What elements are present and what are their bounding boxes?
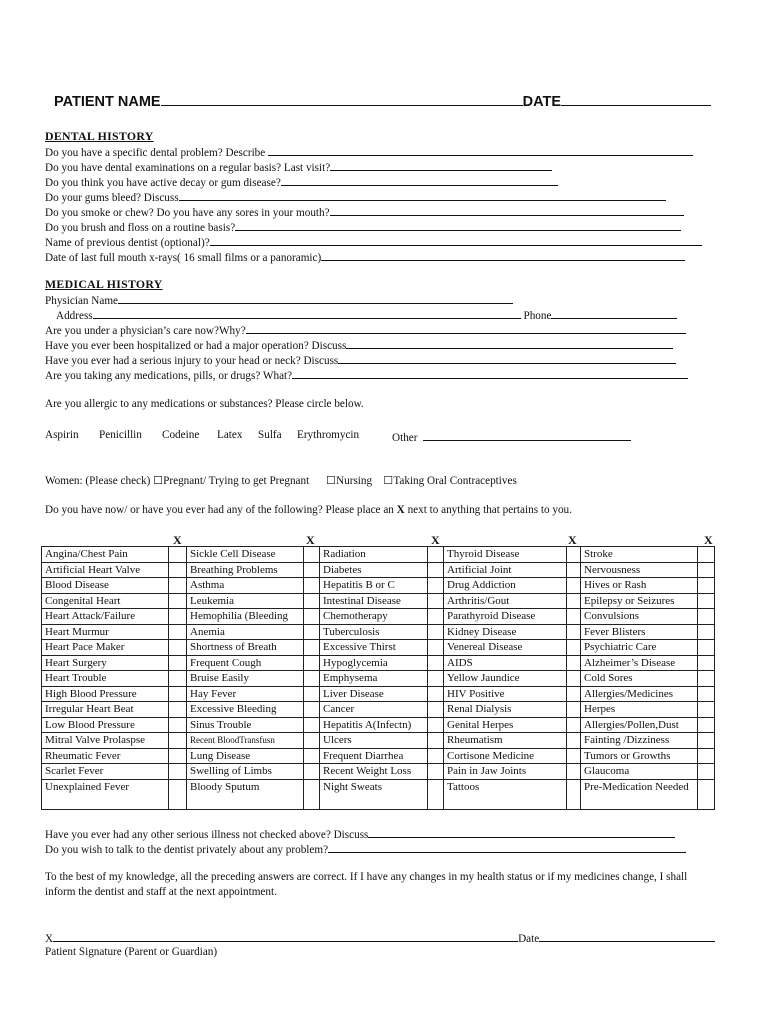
- dental-answer-4[interactable]: [179, 189, 666, 201]
- condition-label: Sinus Trouble: [187, 717, 304, 733]
- condition-label: Frequent Diarrhea: [320, 748, 428, 764]
- conditions-row: [42, 748, 715, 764]
- condition-check-box[interactable]: [698, 578, 715, 594]
- condition-label: Hypoglycemia: [320, 655, 428, 671]
- condition-check-box[interactable]: [428, 593, 444, 609]
- condition-label: Hepatitis B or C: [320, 578, 428, 594]
- conditions-row: [42, 562, 715, 578]
- dental-question-8: Date of last full mouth x-rays( 16 small films or a panoramic): [45, 249, 685, 264]
- condition-label: Convulsions: [581, 609, 698, 625]
- condition-label: Alzheimer’s Disease: [581, 655, 698, 671]
- condition-label: Angina/Chest Pain: [42, 547, 169, 563]
- dental-answer-7[interactable]: [210, 234, 702, 246]
- condition-label: Anemia: [187, 624, 304, 640]
- allergy-erythromycin[interactable]: Erythromycin: [297, 429, 360, 441]
- women-label: Women: (Please check): [45, 475, 151, 487]
- condition-label: Bloody Sputum: [187, 779, 304, 809]
- physician-name-field[interactable]: [118, 292, 513, 304]
- condition-check-box[interactable]: [304, 748, 320, 764]
- condition-check-box[interactable]: [169, 562, 187, 578]
- talk-privately-question: Do you wish to talk to the dentist privately about any problem?: [45, 841, 686, 856]
- condition-label: Recent Weight Loss: [320, 764, 428, 780]
- condition-label: Heart Attack/Failure: [42, 609, 169, 625]
- condition-label: Low Blood Pressure: [42, 717, 169, 733]
- conditions-row: [42, 655, 715, 671]
- nursing-label: Nursing: [336, 475, 373, 487]
- pregnant-label: Pregnant/ Trying to get Pregnant: [163, 475, 310, 487]
- condition-check-box[interactable]: [428, 702, 444, 718]
- allergy-other-field[interactable]: [423, 429, 631, 441]
- condition-check-box[interactable]: [567, 609, 581, 625]
- condition-label: Bruise Easily: [187, 671, 304, 687]
- condition-check-box[interactable]: [698, 748, 715, 764]
- condition-check-box[interactable]: [567, 733, 581, 749]
- condition-label: Thyroid Disease: [444, 547, 567, 563]
- condition-label: Hives or Rash: [581, 578, 698, 594]
- condition-label: Mitral Valve Prolaspse: [42, 733, 169, 749]
- condition-check-box[interactable]: [567, 640, 581, 656]
- condition-check-box[interactable]: [169, 624, 187, 640]
- condition-check-box[interactable]: [169, 686, 187, 702]
- condition-check-box[interactable]: [304, 609, 320, 625]
- conditions-row: [42, 779, 715, 809]
- condition-label: Rheumatism: [444, 733, 567, 749]
- condition-label: Nervousness: [581, 562, 698, 578]
- condition-check-box[interactable]: [698, 671, 715, 687]
- condition-label: Blood Disease: [42, 578, 169, 594]
- condition-label: Hay Fever: [187, 686, 304, 702]
- allergy-penicillin[interactable]: Penicillin: [99, 429, 142, 441]
- condition-check-box[interactable]: [304, 733, 320, 749]
- condition-label: Fever Blisters: [581, 624, 698, 640]
- condition-check-box[interactable]: [304, 640, 320, 656]
- condition-check-box[interactable]: [698, 609, 715, 625]
- signature-date-label: Date: [518, 933, 540, 945]
- condition-label: Drug Addiction: [444, 578, 567, 594]
- condition-label: Allergies/Pollen,Dust: [581, 717, 698, 733]
- conditions-row: [42, 764, 715, 780]
- condition-check-box[interactable]: [169, 640, 187, 656]
- condition-label: Cold Sores: [581, 671, 698, 687]
- condition-label: Unexplained Fever: [42, 779, 169, 809]
- condition-label: Allergies/Medicines: [581, 686, 698, 702]
- condition-label: Shortness of Breath: [187, 640, 304, 656]
- condition-check-box[interactable]: [304, 671, 320, 687]
- signature-row: X Date: [45, 930, 715, 945]
- dental-answer-6[interactable]: [235, 219, 681, 231]
- condition-check-box[interactable]: [169, 671, 187, 687]
- talk-privately-field[interactable]: [328, 841, 686, 853]
- condition-check-box[interactable]: [428, 578, 444, 594]
- condition-check-box[interactable]: [567, 671, 581, 687]
- signature-date-field[interactable]: [539, 930, 715, 942]
- condition-check-box[interactable]: [304, 702, 320, 718]
- condition-check-box[interactable]: [304, 593, 320, 609]
- condition-check-box[interactable]: [169, 578, 187, 594]
- conditions-row: [42, 593, 715, 609]
- condition-check-box[interactable]: [428, 671, 444, 687]
- condition-label: Cancer: [320, 702, 428, 718]
- condition-check-box[interactable]: [567, 686, 581, 702]
- allergy-sulfa[interactable]: Sulfa: [258, 429, 282, 441]
- condition-check-box[interactable]: [169, 779, 187, 809]
- condition-label: Psychiatric Care: [581, 640, 698, 656]
- condition-label: Stroke: [581, 547, 698, 563]
- condition-check-box[interactable]: [567, 578, 581, 594]
- condition-label: Cortisone Medicine: [444, 748, 567, 764]
- dental-answer-5[interactable]: [330, 204, 684, 216]
- condition-label: AIDS: [444, 655, 567, 671]
- condition-label: Heart Surgery: [42, 655, 169, 671]
- condition-label: Heart Trouble: [42, 671, 169, 687]
- condition-check-box[interactable]: [304, 779, 320, 809]
- condition-check-box[interactable]: [698, 702, 715, 718]
- condition-label: Genital Herpes: [444, 717, 567, 733]
- condition-label: Swelling of Limbs: [187, 764, 304, 780]
- condition-check-box[interactable]: [567, 593, 581, 609]
- dental-question-4: Do your gums bleed? Discuss: [45, 189, 666, 204]
- condition-label: Venereal Disease: [444, 640, 567, 656]
- condition-check-box[interactable]: [567, 702, 581, 718]
- condition-check-box[interactable]: [169, 609, 187, 625]
- medical-question-2: Have you ever been hospitalized or had a major operation? Discuss: [45, 337, 673, 352]
- condition-check-box[interactable]: [567, 547, 581, 563]
- condition-check-box[interactable]: [304, 655, 320, 671]
- condition-check-box[interactable]: [169, 655, 187, 671]
- condition-check-box[interactable]: [428, 686, 444, 702]
- condition-label: Artificial Joint: [444, 562, 567, 578]
- condition-label: Frequent Cough: [187, 655, 304, 671]
- condition-check-box[interactable]: [169, 764, 187, 780]
- condition-label: Heart Pace Maker: [42, 640, 169, 656]
- condition-label: Parathyroid Disease: [444, 609, 567, 625]
- allergy-aspirin[interactable]: Aspirin: [45, 429, 79, 441]
- condition-label: Leukemia: [187, 593, 304, 609]
- condition-label: Glaucoma: [581, 764, 698, 780]
- condition-label: Liver Disease: [320, 686, 428, 702]
- dental-question-1: Do you have a specific dental problem? Describe: [45, 144, 693, 159]
- condition-check-box[interactable]: [428, 562, 444, 578]
- medical-question-4: Are you taking any medications, pills, or drugs? What?: [45, 367, 688, 382]
- condition-check-box[interactable]: [169, 733, 187, 749]
- x-column-header-5: X: [704, 533, 713, 547]
- dental-history-title: DENTAL HISTORY: [45, 129, 154, 143]
- condition-check-box[interactable]: [698, 562, 715, 578]
- medical-answer-1[interactable]: [246, 322, 686, 334]
- condition-check-box[interactable]: [169, 748, 187, 764]
- condition-check-box[interactable]: [698, 779, 715, 809]
- condition-check-box[interactable]: [304, 717, 320, 733]
- condition-label: Asthma: [187, 578, 304, 594]
- conditions-table: [41, 546, 715, 810]
- condition-check-box[interactable]: [567, 562, 581, 578]
- condition-check-box[interactable]: [698, 655, 715, 671]
- condition-label: Rheumatic Fever: [42, 748, 169, 764]
- date-label: DATE: [522, 94, 562, 110]
- condition-label: Sickle Cell Disease: [187, 547, 304, 563]
- condition-label: Yellow Jaundice: [444, 671, 567, 687]
- condition-check-box[interactable]: [428, 717, 444, 733]
- condition-check-box[interactable]: [169, 593, 187, 609]
- condition-label: Excessive Bleeding: [187, 702, 304, 718]
- signature-field[interactable]: [53, 930, 518, 942]
- condition-check-box[interactable]: [428, 779, 444, 809]
- nursing-checkbox[interactable]: ☐: [326, 475, 337, 487]
- conditions-row: [42, 609, 715, 625]
- conditions-row: [42, 702, 715, 718]
- medical-question-3: Have you ever had a serious injury to your head or neck? Discuss: [45, 352, 676, 367]
- condition-label: High Blood Pressure: [42, 686, 169, 702]
- condition-label: Kidney Disease: [444, 624, 567, 640]
- condition-check-box[interactable]: [304, 562, 320, 578]
- condition-check-box[interactable]: [304, 624, 320, 640]
- dental-question-2: Do you have dental examinations on a regular basis? Last visit?: [45, 159, 552, 174]
- condition-label: Tattoos: [444, 779, 567, 809]
- condition-check-box[interactable]: [169, 717, 187, 733]
- women-row: [45, 474, 517, 489]
- condition-check-box[interactable]: [698, 593, 715, 609]
- patient-header: [54, 94, 720, 110]
- condition-check-box[interactable]: [304, 547, 320, 563]
- condition-label: Hepatitis A(Infectn): [320, 717, 428, 733]
- dental-question-5: Do you smoke or chew? Do you have any sores in your mouth?: [45, 204, 684, 219]
- phone-label: Phone: [523, 310, 552, 322]
- medical-history-title: MEDICAL HISTORY: [45, 277, 163, 291]
- consent-statement: To the best of my knowledge, all the preceding answers are correct. If I have any changes in my health status or if my medicines change, I shall inform the dentist and staff at the next appointment.: [45, 871, 688, 898]
- condition-check-box[interactable]: [567, 748, 581, 764]
- medical-answer-4[interactable]: [292, 367, 688, 379]
- contraceptives-checkbox[interactable]: ☐: [383, 475, 394, 487]
- condition-check-box[interactable]: [428, 764, 444, 780]
- conditions-row: [42, 547, 715, 563]
- other-illness-field[interactable]: [368, 826, 675, 838]
- physician-name-row: Physician Name: [45, 292, 513, 307]
- condition-check-box[interactable]: [304, 764, 320, 780]
- condition-label: Recent BloodTransfusn: [187, 733, 304, 749]
- condition-check-box[interactable]: [567, 624, 581, 640]
- condition-label: Pain in Jaw Joints: [444, 764, 567, 780]
- physician-address-field[interactable]: [93, 307, 521, 319]
- condition-check-box[interactable]: [698, 640, 715, 656]
- pregnant-checkbox[interactable]: ☐: [153, 475, 164, 487]
- condition-check-box[interactable]: [428, 624, 444, 640]
- x-column-header-4: X: [568, 533, 577, 547]
- condition-label: Fainting /Dizziness: [581, 733, 698, 749]
- conditions-row: [42, 733, 715, 749]
- condition-check-box[interactable]: [169, 702, 187, 718]
- conditions-intro: Do you have now/ or have you ever had any of the following? Please place an X next to anything that pertains to you.: [45, 504, 572, 516]
- condition-label: Renal Dialysis: [444, 702, 567, 718]
- condition-label: Chemotherapy: [320, 609, 428, 625]
- condition-label: Night Sweats: [320, 779, 428, 809]
- condition-label: Irregular Heart Beat: [42, 702, 169, 718]
- condition-check-box[interactable]: [304, 578, 320, 594]
- condition-label: Arthritis/Gout: [444, 593, 567, 609]
- condition-check-box[interactable]: [304, 686, 320, 702]
- condition-label: Radiation: [320, 547, 428, 563]
- condition-label: Lung Disease: [187, 748, 304, 764]
- condition-check-box[interactable]: [428, 640, 444, 656]
- condition-label: Epilepsy or Seizures: [581, 593, 698, 609]
- condition-label: Heart Murmur: [42, 624, 169, 640]
- condition-label: Tumors or Growths: [581, 748, 698, 764]
- condition-label: Pre-Medication Needed: [581, 779, 698, 809]
- patient-name-label: PATIENT NAME: [54, 94, 161, 110]
- conditions-row: [42, 717, 715, 733]
- condition-check-box[interactable]: [169, 547, 187, 563]
- condition-check-box[interactable]: [428, 655, 444, 671]
- condition-check-box[interactable]: [567, 779, 581, 809]
- condition-check-box[interactable]: [567, 655, 581, 671]
- contraceptives-label: Taking Oral Contraceptives: [393, 475, 517, 487]
- conditions-row: [42, 578, 715, 594]
- medical-answer-2[interactable]: [346, 337, 673, 349]
- dental-answer-1[interactable]: [268, 144, 693, 156]
- dental-answer-3[interactable]: [281, 174, 558, 186]
- condition-label: Diabetes: [320, 562, 428, 578]
- x-column-header-2: X: [306, 533, 315, 547]
- physician-address-row: Address Phone: [56, 307, 677, 322]
- condition-label: Breathing Problems: [187, 562, 304, 578]
- condition-label: Scarlet Fever: [42, 764, 169, 780]
- allergy-question: Are you allergic to any medications or substances? Please circle below.: [45, 398, 364, 410]
- condition-label: Ulcers: [320, 733, 428, 749]
- x-column-header-3: X: [431, 533, 440, 547]
- phone-field[interactable]: [551, 307, 677, 319]
- condition-check-box[interactable]: [698, 624, 715, 640]
- condition-label: Emphysema: [320, 671, 428, 687]
- condition-check-box[interactable]: [428, 609, 444, 625]
- conditions-row: [42, 624, 715, 640]
- conditions-row: [42, 686, 715, 702]
- condition-check-box[interactable]: [698, 686, 715, 702]
- dental-answer-8[interactable]: [321, 249, 685, 261]
- conditions-row: [42, 640, 715, 656]
- condition-check-box[interactable]: [567, 764, 581, 780]
- dental-question-7: Name of previous dentist (optional)?: [45, 234, 702, 249]
- allergy-other: Other: [392, 429, 631, 444]
- condition-check-box[interactable]: [698, 733, 715, 749]
- condition-label: Congenital Heart: [42, 593, 169, 609]
- condition-label: Intestinal Disease: [320, 593, 428, 609]
- condition-check-box[interactable]: [428, 748, 444, 764]
- condition-label: HIV Positive: [444, 686, 567, 702]
- signature-caption: Patient Signature (Parent or Guardian): [45, 946, 218, 958]
- header-date-field[interactable]: [561, 94, 711, 106]
- condition-label: Herpes: [581, 702, 698, 718]
- condition-label: Excessive Thirst: [320, 640, 428, 656]
- dental-answer-2[interactable]: [330, 159, 552, 171]
- condition-label: Tuberculosis: [320, 624, 428, 640]
- condition-check-box[interactable]: [567, 717, 581, 733]
- condition-label: Hemophilia (Bleeding: [187, 609, 304, 625]
- condition-check-box[interactable]: [698, 764, 715, 780]
- condition-check-box[interactable]: [428, 547, 444, 563]
- patient-name-field[interactable]: [161, 94, 523, 106]
- conditions-row: [42, 671, 715, 687]
- condition-check-box[interactable]: [698, 547, 715, 563]
- condition-check-box[interactable]: [428, 733, 444, 749]
- condition-label: Artificial Heart Valve: [42, 562, 169, 578]
- medical-question-1: Are you under a physician’s care now?Why?: [45, 322, 686, 337]
- allergy-codeine[interactable]: Codeine: [162, 429, 200, 441]
- dental-question-6: Do you brush and floss on a routine basis?: [45, 219, 681, 234]
- allergy-latex[interactable]: Latex: [217, 429, 243, 441]
- x-column-header-1: X: [173, 533, 182, 547]
- medical-answer-3[interactable]: [338, 352, 676, 364]
- dental-question-3: Do you think you have active decay or gum disease?: [45, 174, 558, 189]
- condition-check-box[interactable]: [698, 717, 715, 733]
- other-illness-question: Have you ever had any other serious illness not checked above? Discuss: [45, 826, 675, 841]
